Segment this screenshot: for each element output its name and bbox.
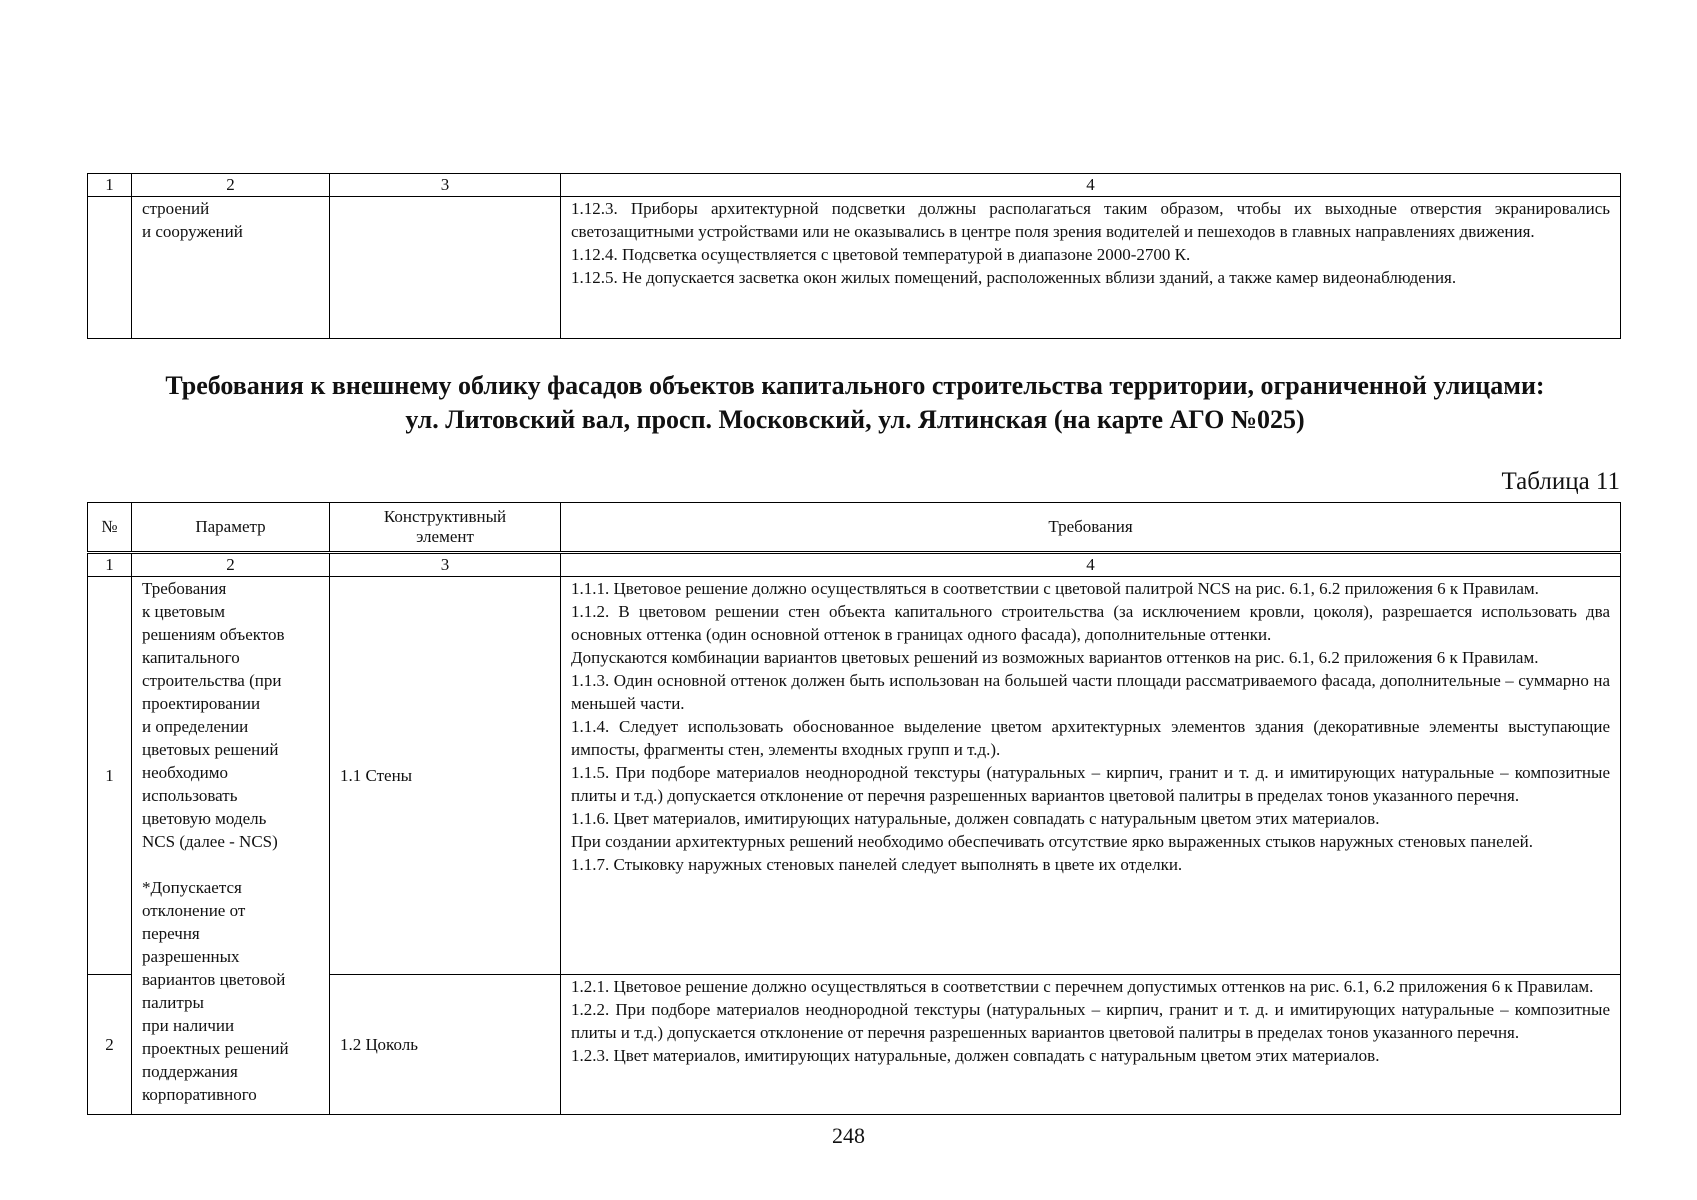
param-line: строительства (при bbox=[142, 671, 282, 690]
header-requirements: Требования bbox=[561, 503, 1621, 552]
requirement-paragraph: 1.12.5. Не допускается засветка окон жилых помещений, расположенных вблизи зданий, а также камер видеонаблюдения. bbox=[571, 268, 1457, 287]
requirement-paragraph: 1.12.4. Подсветка осуществляется с цветовой температурой в диапазоне 2000-2700 К. bbox=[571, 245, 1191, 264]
column-number-row bbox=[88, 174, 1621, 197]
param-line: строений bbox=[142, 199, 210, 218]
requirement-paragraph: Допускаются комбинации вариантов цветовых решений из возможных вариантов оттенков на рис. 6.1, 6.2 приложения 6 к Правилам. bbox=[571, 648, 1539, 667]
requirements-cell bbox=[561, 975, 1621, 1115]
param-line: перечня bbox=[142, 924, 200, 943]
param-line: проектировании bbox=[142, 694, 261, 713]
header-element bbox=[330, 503, 561, 552]
param-line: к цветовым bbox=[142, 602, 225, 621]
param-line: и сооружений bbox=[142, 222, 243, 241]
param-line: при наличии bbox=[142, 1016, 235, 1035]
param-cell bbox=[132, 197, 330, 339]
requirement-paragraph: 1.1.1. Цветовое решение должно осуществляться в соответствии с цветовой палитрой NCS на рис. 6.1, 6.2 приложения 6 к Правилам. bbox=[571, 579, 1539, 598]
requirements-cell bbox=[561, 197, 1621, 339]
param-line bbox=[142, 853, 319, 876]
param-line: палитры bbox=[142, 993, 204, 1012]
row-number: 2 bbox=[88, 975, 132, 1115]
element-cell bbox=[330, 197, 561, 339]
page-number: 248 bbox=[832, 1123, 865, 1148]
header-element-line: Конструктивный bbox=[383, 507, 507, 526]
param-line: использовать bbox=[142, 786, 238, 805]
param-line: необходимо bbox=[142, 763, 229, 782]
section-title bbox=[60, 369, 1650, 437]
element-cell: 1.1 Стены bbox=[330, 577, 561, 975]
column-number: 3 bbox=[330, 174, 561, 197]
header-num: № bbox=[88, 503, 132, 552]
column-number: 1 bbox=[88, 554, 132, 577]
column-number: 1 bbox=[88, 174, 132, 197]
param-line: разрешенных bbox=[142, 947, 240, 966]
table-label: Таблица 11 bbox=[1501, 468, 1620, 495]
param-line: Требования bbox=[142, 579, 227, 598]
requirement-paragraph: 1.1.7. Стыковку наружных стеновых панелей следует выполнять в цвете их отделки. bbox=[571, 855, 1183, 874]
param-line: корпоративного bbox=[142, 1085, 257, 1104]
table-row bbox=[88, 197, 1621, 339]
column-number: 4 bbox=[561, 174, 1621, 197]
table-row bbox=[88, 577, 1621, 975]
section-title-line: Требования к внешнему облику фасадов объектов капитального строительства территории, ограниченной улицами: bbox=[165, 371, 1545, 400]
element-cell: 1.2 Цоколь bbox=[330, 975, 561, 1115]
requirement-paragraph: 1.1.5. При подборе материалов неоднородной текстуры (натуральных – кирпич, гранит и т. д. и имитирующих натуральные – композитные плиты и т.д.) допускается отклонение от перечня разрешенных вариантов цветовой палитры в пределах тонов указанного перечня. bbox=[571, 763, 1610, 805]
column-number: 2 bbox=[132, 554, 330, 577]
requirement-paragraph: При создании архитектурных решений необходимо обеспечивать отсутствие ярко выраженных стыков наружных стеновых панелей. bbox=[571, 832, 1533, 851]
param-line: NCS (далее - NCS) bbox=[142, 832, 278, 851]
column-number: 4 bbox=[561, 554, 1621, 577]
requirement-paragraph: 1.2.1. Цветовое решение должно осуществляться в соответствии с перечнем допустимых оттенков на рис. 6.1, 6.2 приложения 6 к Правилам. bbox=[571, 977, 1594, 996]
param-line: капитального bbox=[142, 648, 240, 667]
requirement-paragraph: 1.12.3. Приборы архитектурной подсветки должны располагаться таким образом, чтобы их выходные отверстия экранировались светозащитными устройствами или не оказывались в центре поля зрения водителей и пешеходов в главных направлениях движения. bbox=[571, 199, 1610, 241]
column-number: 3 bbox=[330, 554, 561, 577]
param-line: вариантов цветовой bbox=[142, 970, 286, 989]
column-number: 2 bbox=[132, 174, 330, 197]
param-line: решениям объектов bbox=[142, 625, 285, 644]
param-line: поддержания bbox=[142, 1062, 238, 1081]
requirement-paragraph: 1.1.4. Следует использовать обоснованное выделение цветом архитектурных элементов здания (декоративные элементы выступающие импосты, фрагменты стен, элементы входных групп и т.д.). bbox=[571, 717, 1610, 759]
param-line: проектных решений bbox=[142, 1039, 289, 1058]
requirement-paragraph: 1.1.2. В цветовом решении стен объекта капитального строительства (за исключением кровли, цоколя), разрешается использовать два основных оттенка (один основной оттенок в границах одного фасада), дополнительные оттенки. bbox=[571, 602, 1610, 644]
param-line: и определении bbox=[142, 717, 249, 736]
row-number-cell bbox=[88, 197, 132, 339]
table-header bbox=[87, 502, 1621, 552]
requirements-cell bbox=[561, 577, 1621, 975]
requirement-paragraph: 1.1.3. Один основной оттенок должен быть использован на большей части площади рассматриваемого фасада, дополнительные – суммарно на меньшей части. bbox=[571, 671, 1610, 713]
header-row bbox=[88, 503, 1621, 552]
param-cell bbox=[132, 577, 330, 1115]
section-title-line: ул. Литовский вал, просп. Московский, ул. Ялтинская (на карте АГО №025) bbox=[405, 405, 1305, 434]
column-number-row bbox=[88, 554, 1621, 577]
requirement-paragraph: 1.2.3. Цвет материалов, имитирующих натуральные, должен совпадать с натуральным цветом этих материалов. bbox=[571, 1046, 1380, 1065]
requirements-table bbox=[87, 553, 1621, 1115]
header-element-line: элемент bbox=[416, 527, 474, 546]
param-line: цветовых решений bbox=[142, 740, 279, 759]
param-line: отклонение от bbox=[142, 901, 246, 920]
param-line: *Допускается bbox=[142, 878, 242, 897]
requirement-paragraph: 1.2.2. При подборе материалов неоднородной текстуры (натуральных – кирпич, гранит и т. д. и имитирующих натуральные – композитные плиты и т.д.) допускается отклонение от перечня разрешенных вариантов цветовой палитры в пределах тонов указанного перечня. bbox=[571, 1000, 1610, 1042]
row-number: 1 bbox=[88, 577, 132, 975]
requirement-paragraph: 1.1.6. Цвет материалов, имитирующих натуральные, должен совпадать с натуральным цветом этих материалов. bbox=[571, 809, 1380, 828]
continued-table bbox=[87, 173, 1621, 339]
header-param: Параметр bbox=[132, 503, 330, 552]
param-line: цветовую модель bbox=[142, 809, 267, 828]
